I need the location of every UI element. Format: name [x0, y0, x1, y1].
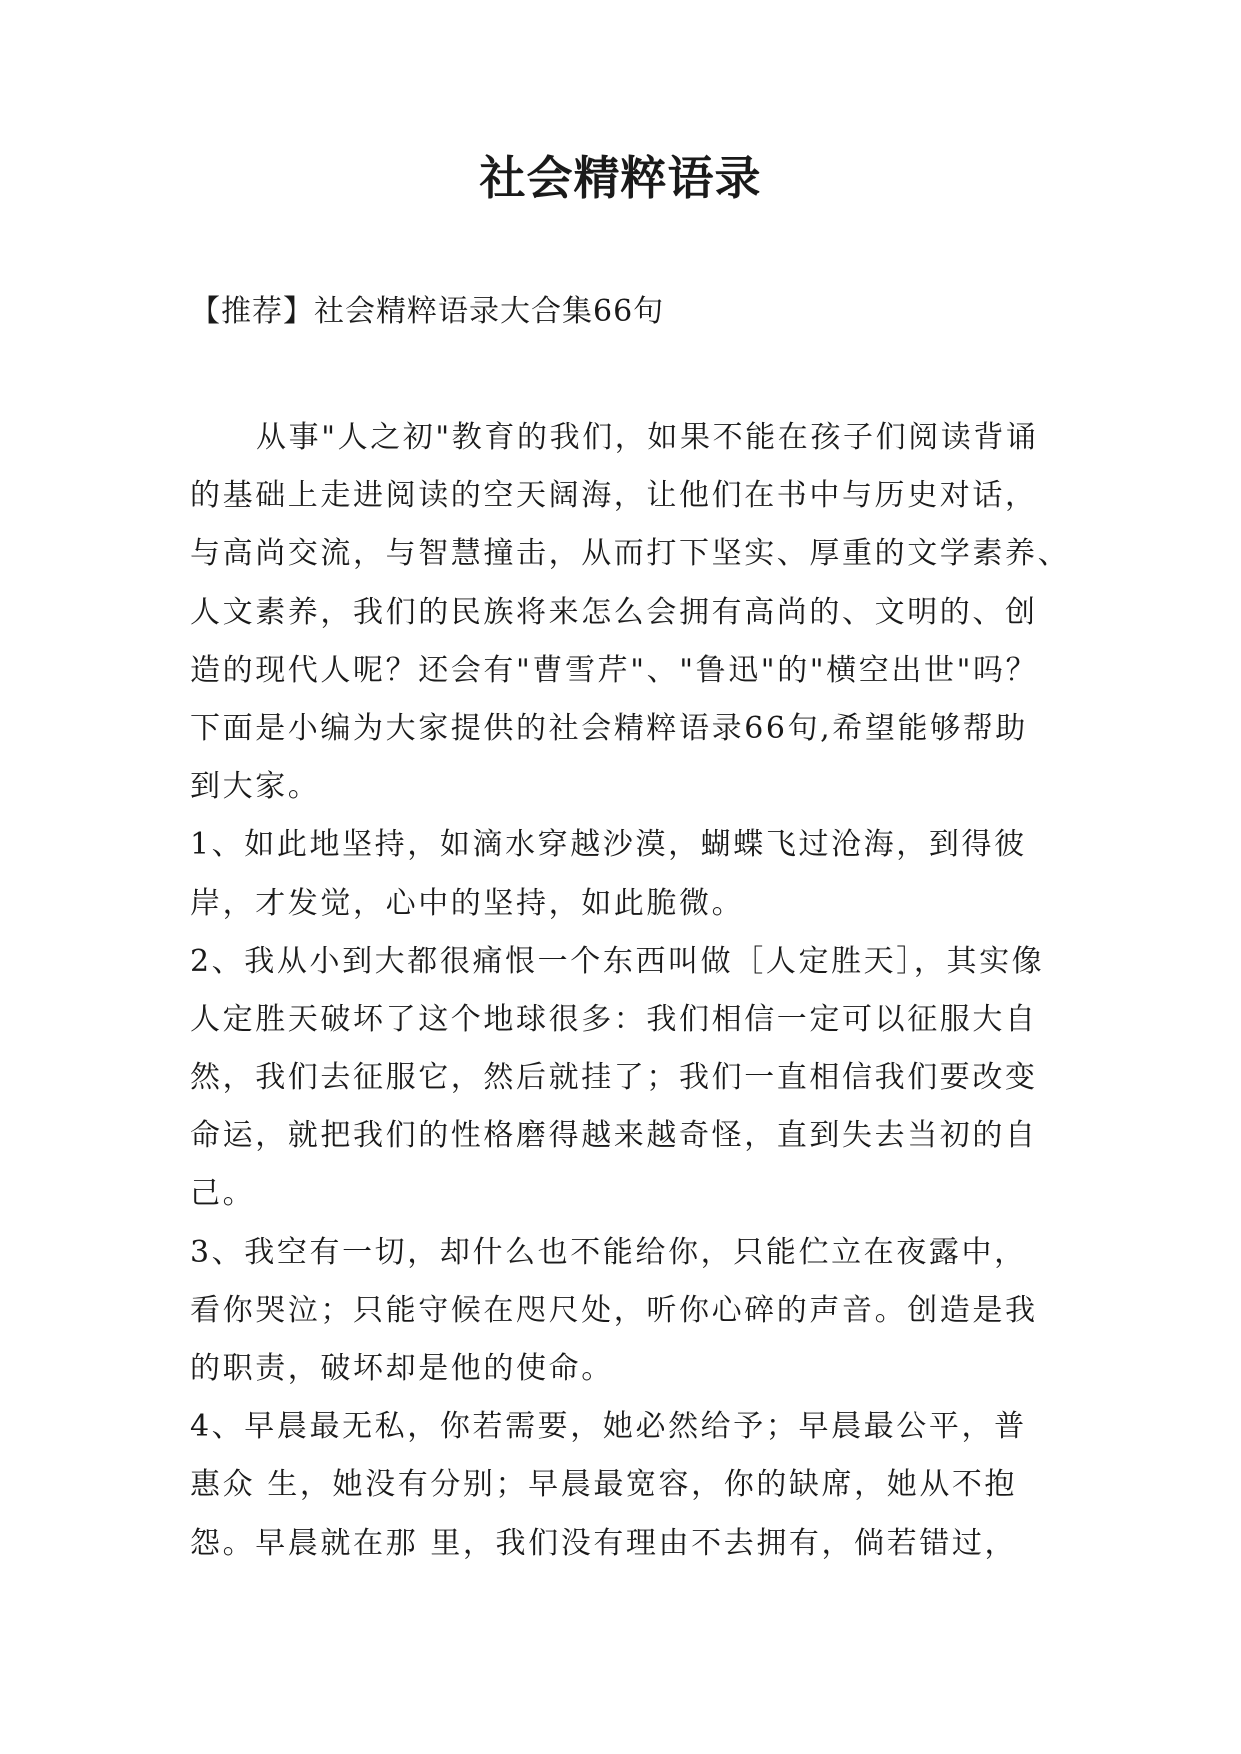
text-line: 惠众 生，她没有分别；早晨最宽容，你的缺席，她从不抱 — [190, 1467, 1018, 1503]
text-line: 看你哭泣；只能守候在咫尺处，听你心碎的声音。创造是我 — [190, 1292, 1038, 1328]
text-line: 下面是小编为大家提供的社会精粹语录66句,希望能够帮助 — [190, 710, 1028, 746]
text-line: 到大家。 — [190, 769, 321, 805]
text-line: 命运，就把我们的性格磨得越来越奇怪，直到失去当初的自 — [190, 1118, 1038, 1154]
text-line: 2、我从小到大都很痛恨一个东西叫做［人定胜天］，其实像 — [190, 943, 1045, 979]
document-subtitle: 【推荐】社会精粹语录大合集66句 — [190, 294, 665, 329]
text-line: 己。 — [190, 1176, 256, 1212]
text-line: 然，我们去征服它，然后就挂了；我们一直相信我们要改变 — [190, 1060, 1038, 1096]
text-line: 1、如此地坚持，如滴水穿越沙漠，蝴蝶飞过沧海，到得彼 — [190, 827, 1027, 863]
text-line: 的职责，破坏却是他的使命。 — [190, 1351, 614, 1386]
text-line: 4、早晨最无私，你若需要，她必然给予；早晨最公平，普 — [190, 1409, 1027, 1445]
text-line: 人文素养，我们的民族将来怎么会拥有高尚的、文明的、创 — [190, 594, 1038, 630]
text-line: 与高尚交流，与智慧撞击，从而打下坚实、厚重的文学素养、 — [190, 536, 1071, 572]
document-body — [190, 409, 1071, 1573]
text-line: 3、我空有一切，却什么也不能给你，只能伫立在夜露中， — [190, 1234, 1027, 1270]
text-line: 从事"人之初"教育的我们，如果不能在孩子们阅读背诵 — [256, 420, 1039, 455]
text-line: 怨。早晨就在那 里，我们没有理由不去拥有，倘若错过， — [190, 1525, 1018, 1561]
text-line: 的基础上走进阅读的空天阔海，让他们在书中与历史对话， — [190, 478, 1038, 514]
text-line: 岸，才发觉，心中的坚持，如此脆微。 — [190, 885, 745, 921]
text-line: 人定胜天破坏了这个地球很多：我们相信一定可以征服大自 — [190, 1001, 1038, 1037]
document-title: 社会精粹语录 — [479, 151, 762, 205]
text-line: 造的现代人呢？还会有"曹雪芹"、"鲁迅"的"横空出世"吗？ — [190, 652, 1039, 688]
